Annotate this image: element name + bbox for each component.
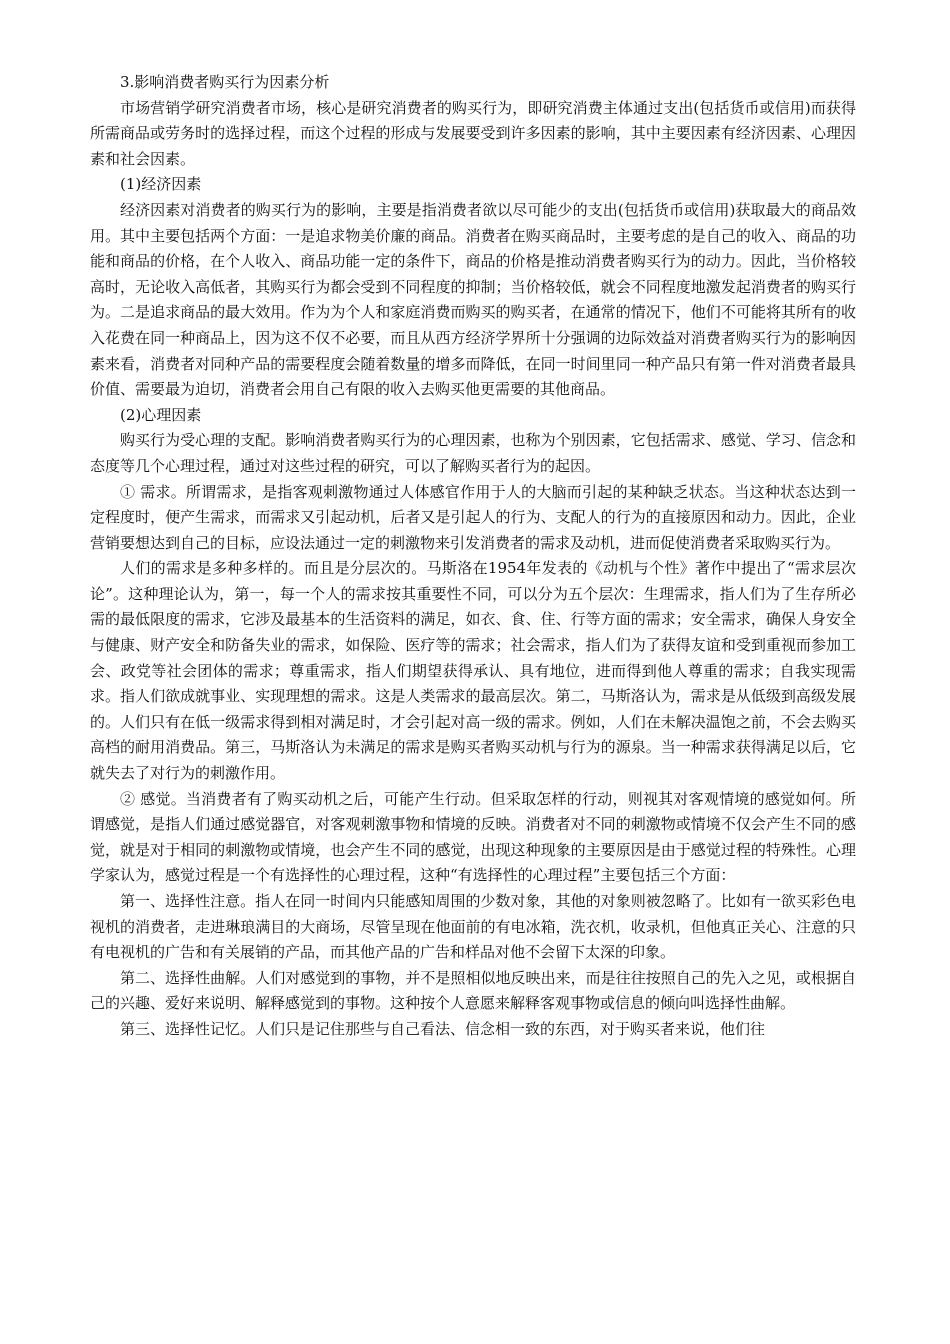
psychological-factors-paragraph: 购买行为受心理的支配。影响消费者购买行为的心理因素，也称为个别因素，它包括需求、感觉、学习、信念和态度等几个心理过程，通过对这些过程的研究，可以了解购买者行为的起因。 bbox=[90, 431, 856, 475]
intro-paragraph: 市场营销学研究消费者市场，核心是研究消费者的购买行为，即研究消费主体通过支出(包括货币或信用)而获得所需商品或劳务时的选择过程，而这个过程的形成与发展要受到许多因素的影响，其中主要因素有经济因素、心理因素和社会因素。 bbox=[90, 98, 856, 168]
economic-factors-paragraph: 经济因素对消费者的购买行为的影响，主要是指消费者欲以尽可能少的支出(包括货币或信用)获取最大的商品效用。其中主要包括两个方面：一是追求物美价廉的商品。消费者在购买商品时，主要考虑的是自己的收入、商品的功能和商品的价格，在个人收入、商品功能一定的条件下，商品的价格是推动消费者购买行为的动力。因此，当价格较高时，无论收入高低者，其购买行为都会受到不同程度的抑制；当价格较低，就会不同程度地激发起消费者的购买行为。二是追求商品的最大效用。作为为个人和家庭消费而购买的购买者，在通常的情况下，他们不可能将其所有的收入花费在同一种商品上，因为这不仅不必要，而且从西方经济学界所十分强调的边际效益对消费者购买行为的影响因素来看，消费者对同种产品的需要程度会随着数量的增多而降低，在同一时间里同一种产品只有第一件对消费者最具价值、需要最为迫切，消费者会用自己有限的收入去购买他更需要的其他商品。 bbox=[90, 200, 856, 399]
section-title: 3.影响消费者购买行为因素分析 bbox=[120, 73, 330, 91]
psychological-factors-heading: (2)心理因素 bbox=[120, 405, 202, 424]
perception-paragraph: ② 感觉。当消费者有了购买动机之后，可能产生行动。但采取怎样的行动，则视其对客观情境的感觉如何。所谓感觉，是指人们通过感觉器官，对客观刺激事物和情境的反映。消费者对不同的刺激物或情境不仅会产生不同的感觉，就是对于相同的刺激物或情境，也会产生不同的感觉，出现这种现象的主要原因是由于感觉过程的特殊性。心理学家认为，感觉过程是一个有选择性的心理过程，这种“有选择性的心理过程”主要包括三个方面： bbox=[90, 789, 856, 885]
maslow-paragraph: 人们的需求是多种多样的。而且是分层次的。马斯洛在1954年发表的《动机与个性》著作中提出了“需求层次论”。这种理论认为，第一，每一个人的需求按其重要性不同，可以分为五个层次：生理需求，指人们为了生存所必需的最低限度的需求，它涉及最基本的生活资料的满足，如衣、食、住、行等方面的需求；安全需求，确保人身安全与健康、财产安全和防备失业的需求，如保险、医疗等的需求；社会需求，指人们为了获得友谊和受到重视而参加工会、政党等社会团体的需求；尊重需求，指人们期望获得承认、具有地位，进而得到他人尊重的需求；自我实现需求。指人们欲成就事业、实现理想的需求。这是人类需求的最高层次。第二，马斯洛认为，需求是从低级到高级发展的。人们只有在低一级需求得到相对满足时，才会引起对高一级的需求。例如，人们在未解决温饱之前，不会去购买高档的耐用消费品。第三，马斯洛认为未满足的需求是购买者购买动机与行为的源泉。当一种需求获得满足以后，它就失去了对行为的刺激作用。 bbox=[90, 559, 856, 783]
selective-memory-paragraph: 第三、选择性记忆。人们只是记住那些与自己看法、信念相一致的东西，对于购买者来说，他们往 bbox=[120, 1019, 766, 1038]
need-paragraph: ① 需求。所谓需求，是指客观刺激物通过人体感官作用于人的大脑而引起的某种缺乏状态。当这种状态达到一定程度时，便产生需求，而需求又引起动机，后者又是引起人的行为、支配人的行为的直接原因和动力。因此，企业营销要想达到自己的目标，应设法通过一定的刺激物来引发消费者的需求及动机，进而促使消费者采取购买行为。 bbox=[90, 482, 856, 552]
selective-attention-paragraph: 第一、选择性注意。指人在同一时间内只能感知周围的少数对象，其他的对象则被忽略了。比如有一欲买彩色电视机的消费者，走进琳琅满目的大商场，尽管呈现在他面前的有电冰箱，洗衣机，收录机，但他真正关心、注意的只有电视机的广告和有关展销的产品，而其他产品的广告和样品对他不会留下太深的印象。 bbox=[90, 892, 856, 962]
selective-distortion-paragraph: 第二、选择性曲解。人们对感觉到的事物，并不是照相似地反映出来，而是往往按照自己的先入之见，或根据自己的兴趣、爱好来说明、解释感觉到的事物。这种按个人意愿来解释客观事物或信息的倾向叫选择性曲解。 bbox=[90, 968, 856, 1013]
economic-factors-heading: (1)经济因素 bbox=[120, 175, 202, 194]
